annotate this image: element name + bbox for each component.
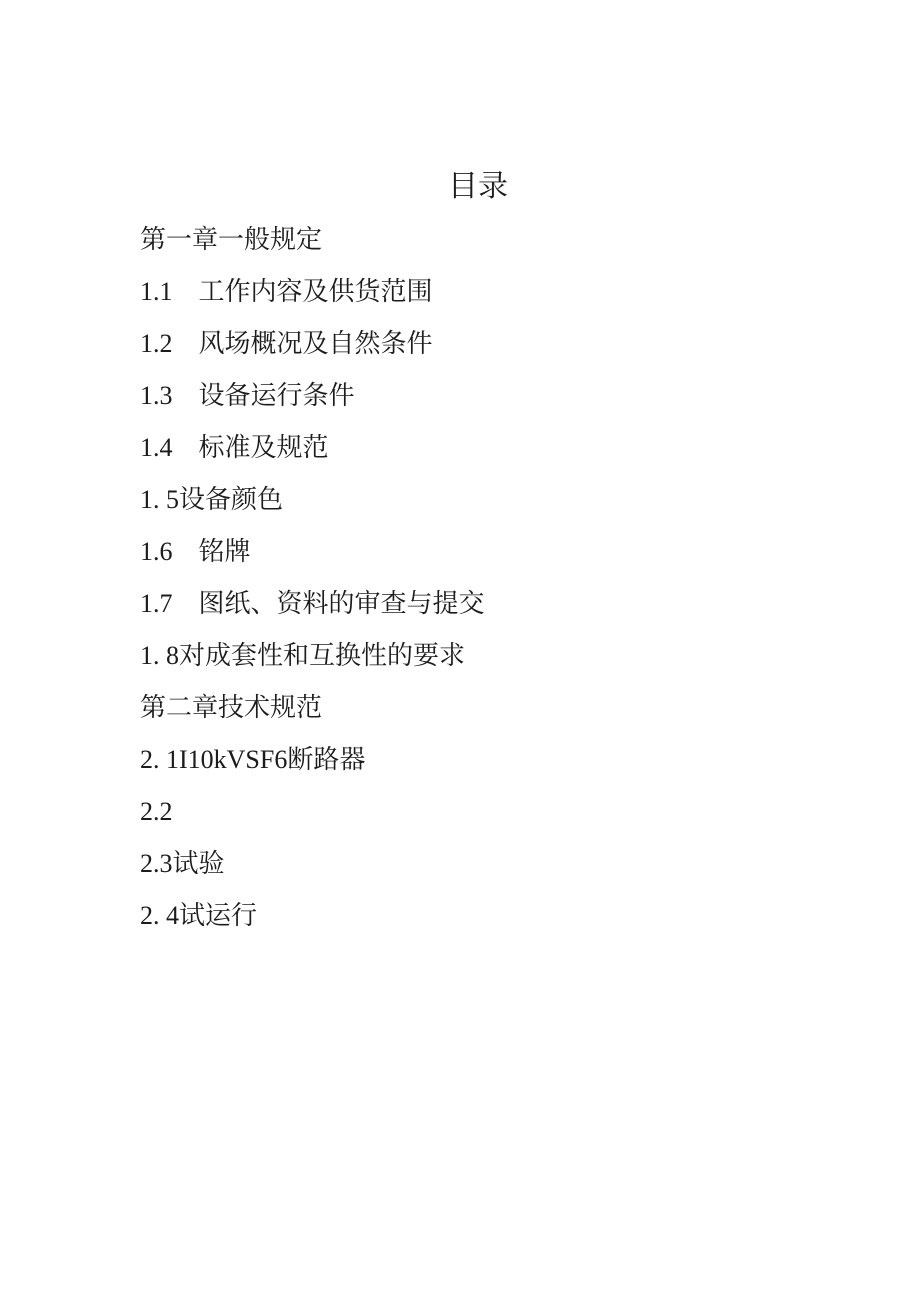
toc-item-2-3: 2.3试验	[140, 849, 225, 878]
toc-item-1-5: 1. 5设备颜色	[140, 485, 284, 514]
toc-item-1-3: 1.3 设备运行条件	[140, 381, 355, 410]
toc-content	[140, 170, 816, 955]
document-title: 目录	[448, 170, 508, 203]
toc-item-2-4: 2. 4试运行	[140, 901, 258, 930]
toc-item-1-4: 1.4 标准及规范	[140, 433, 329, 462]
toc-item-2-2: 2.2	[140, 797, 173, 826]
toc-item-chapter-2: 第二章技术规范	[140, 693, 323, 722]
toc-item-1-1: 1.1 工作内容及供货范围	[140, 277, 433, 306]
toc-item-chapter-1: 第一章一般规定	[140, 225, 323, 254]
toc-item-1-2: 1.2 风场概况及自然条件	[140, 329, 433, 358]
toc-item-1-8: 1. 8对成套性和互换性的要求	[140, 641, 466, 670]
toc-item-1-7: 1.7 图纸、资料的审查与提交	[140, 589, 485, 618]
toc-item-2-1: 2. 1I10kVSF6断路器	[140, 745, 366, 774]
toc-item-1-6: 1.6 铭牌	[140, 537, 251, 566]
